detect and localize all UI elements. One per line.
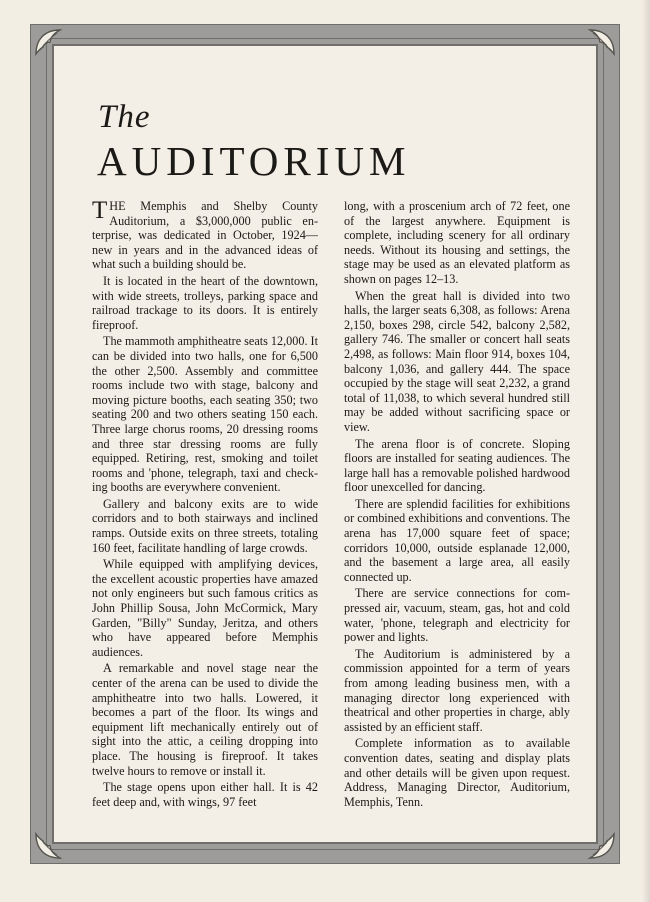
page-title: AUDITORIUM bbox=[97, 138, 411, 184]
leaf-ornament-icon bbox=[585, 829, 619, 863]
left-text-column bbox=[92, 199, 318, 811]
leaf-ornament-icon bbox=[31, 829, 65, 863]
paragraph: The arena floor is of concrete. Sloping floors are installed for seating audiences. The large hall has a removable polished hardwood floor unexcelled for dancing. bbox=[344, 436, 570, 495]
paragraph: The stage opens upon either hall. It is 42 feet deep and, with wings, 97 feet bbox=[92, 780, 318, 809]
paragraph-text: HE Memphis and Shelby County Auditorium, a $3,000,000 public enterprise, was dedicated in October, 1924—new in years and in the advanced ideas of what such a building should be. bbox=[92, 199, 318, 272]
paragraph: A remarkable and novel stage near the center of the arena can be used to divide the amphitheatre into two halls. Lowered, it becomes a part of the floor. Its wings and equipment lift mechanically entirely out of sight into the attic, a ceiling dropping into place. The housing is fireproof. It takes twelve hours to remove or install it. bbox=[92, 661, 318, 778]
title-prefix: The bbox=[98, 99, 151, 135]
paragraph: long, with a proscenium arch of 72 feet, one of the largest anywhere. Equipment is complete, including scenery for all ordinary needs. Without its housing and settings, the stage may be used as an elevated platform as shown on pages 12–13. bbox=[344, 199, 570, 286]
paragraph: It is located in the heart of the downtown, with wide streets, trolleys, parking space and railroad trackage to its doors. It is entirely fireproof. bbox=[92, 273, 318, 332]
right-text-column bbox=[344, 199, 570, 811]
paragraph: When the great hall is divided into two halls, the larger seats 6,308, as follows: Arena 2,150, boxes 298, circle 542, balcony 2,582, gallery 746. The smaller or concert hall seats 2,498, as follows: Main floor 914, boxes 104, balcony 1,036, and gallery 444. The space occupied by the stage will seat 2,232, a grand total of 11,038, to which several hundred still may be added without sacrificing space or view. bbox=[344, 288, 570, 434]
paragraph bbox=[92, 199, 318, 272]
paragraph: There are service connections for compressed air, vacuum, steam, gas, hot and cold water, 'phone, telegraph and electricity for power and lights. bbox=[344, 586, 570, 645]
paragraph: Complete information as to available convention dates, seating and display plats and other details will be given upon request. Address, Managing Director, Auditorium, Memphis, Tenn. bbox=[344, 736, 570, 809]
paragraph: There are splendid facilities for exhibitions or combined exhibitions and conventions. The arena has 17,000 square feet of space; corridors 10,000, outside esplanade 12,000, and the basement a large area, all easily connected up. bbox=[344, 496, 570, 584]
paragraph: While equipped with amplifying devices, the excellent acoustic properties have amazed not only engineers but such famous critics as John Phillip Sousa, John McCormick, Mary Garden, "Billy" Sunday, Jeritza, and others who have appeared before Memphis audiences. bbox=[92, 557, 318, 659]
leaf-ornament-icon bbox=[31, 25, 65, 59]
leaf-ornament-icon bbox=[585, 25, 619, 59]
paragraph: The mammoth amphitheatre seats 12,000. It can be divided into two halls, one for 6,500 the other 2,500. Assembly and committee rooms include two with stage, balcony and moving picture booths, each seating 350; two seating 200 and two others seating 150 each. Three large chorus rooms, 20 dressing rooms and three star dressing rooms are fully equipped. Retiring, rest, smoking and toilet rooms and 'phone, telegraph, taxi and checking booths are everywhere convenient. bbox=[92, 334, 318, 495]
page-edge bbox=[642, 0, 650, 902]
paragraph: Gallery and balcony exits are to wide corridors and to both stairways and inclined ramps. Outside exits on three streets, totaling 160 feet, facilitate handling of large crowds. bbox=[92, 496, 318, 555]
drop-cap: T bbox=[92, 197, 108, 224]
paragraph: The Auditorium is administered by a commission appointed for a term of years from among leading business men, with a managing director long experienced with theatrical and other properties in charge, ably assisted by an efficient staff. bbox=[344, 646, 570, 734]
